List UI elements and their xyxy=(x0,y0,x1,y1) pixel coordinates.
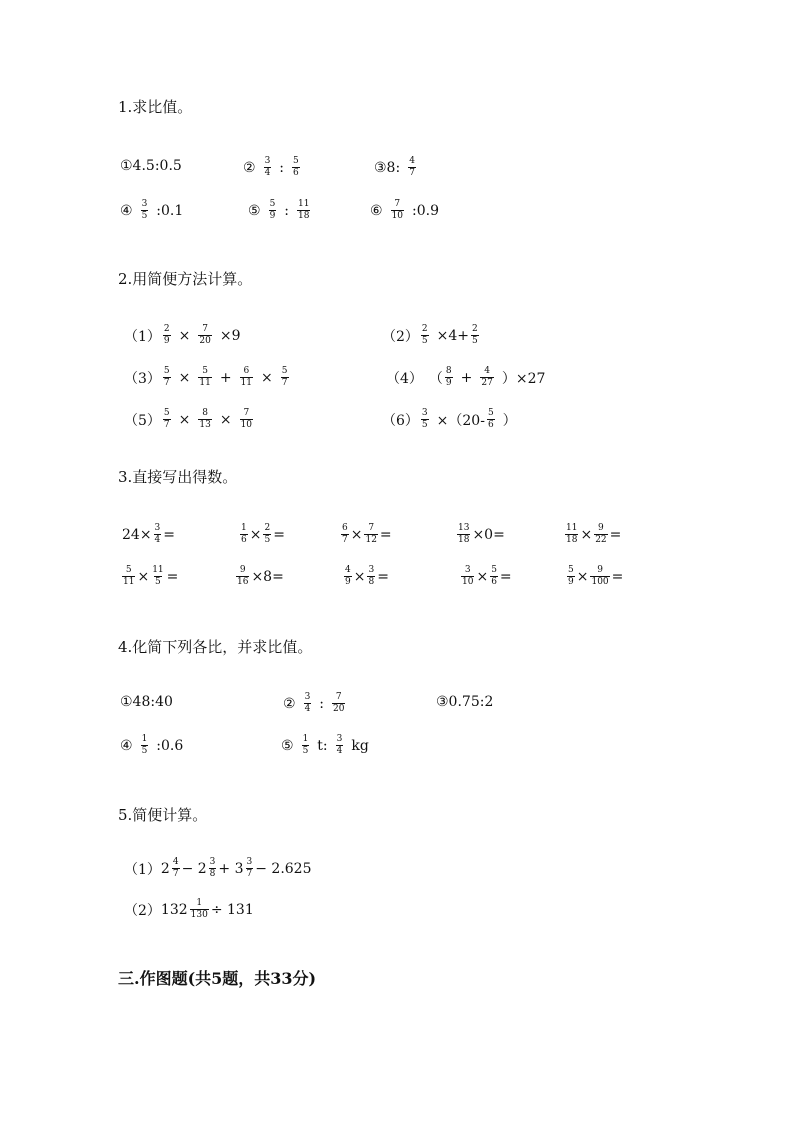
denominator: 11 xyxy=(240,378,253,388)
expression-text: （ xyxy=(428,370,443,387)
fraction xyxy=(236,565,249,588)
numerator: 1 xyxy=(241,523,247,533)
q3-item-9 xyxy=(459,565,512,588)
expression-text: 2 xyxy=(160,860,170,877)
q3-item-5 xyxy=(563,523,621,546)
denominator: 9 xyxy=(163,336,170,346)
numerator: 3 xyxy=(464,565,471,575)
fraction xyxy=(408,156,416,179)
numerator: 3 xyxy=(246,857,253,867)
expression-text: = xyxy=(163,526,176,543)
expression-text: ③8: xyxy=(374,159,401,176)
fraction xyxy=(269,199,277,222)
fraction xyxy=(172,857,180,880)
denominator: 13 xyxy=(199,420,211,430)
expression-text: :0.6 xyxy=(156,737,184,754)
q1-item-6 xyxy=(370,199,439,222)
expression-text: = xyxy=(493,526,505,543)
q2-item-6 xyxy=(382,408,517,431)
fraction xyxy=(209,857,217,880)
expression-text: ⑤ xyxy=(248,202,261,219)
numerator: 3 xyxy=(141,199,148,209)
denominator: 7 xyxy=(342,535,348,545)
numerator: 2 xyxy=(421,324,428,334)
q4-item-2 xyxy=(283,692,347,715)
denominator: 9 xyxy=(269,211,276,221)
numerator: 3 xyxy=(304,692,311,702)
q1-item-5 xyxy=(248,199,312,222)
expression-text: × xyxy=(476,568,489,585)
fraction xyxy=(122,565,135,588)
numerator: 5 xyxy=(125,565,132,575)
q3-item-1 xyxy=(122,523,175,546)
q4-item-4 xyxy=(120,734,183,757)
denominator: 6 xyxy=(487,420,494,430)
expression-text: ×0 xyxy=(472,526,494,543)
expression-text: ×4+ xyxy=(436,327,470,344)
denominator: 5 xyxy=(141,211,148,221)
denominator: 7 xyxy=(281,378,288,388)
fraction xyxy=(490,565,498,588)
denominator: 5 xyxy=(264,535,271,545)
denominator: 5 xyxy=(155,577,161,587)
q3-item-3 xyxy=(339,523,392,546)
denominator: 130 xyxy=(190,910,208,920)
denominator: 11 xyxy=(199,378,211,388)
numerator: 4 xyxy=(345,565,351,575)
expression-text: = xyxy=(379,526,392,543)
q5-title: 5.简便计算。 xyxy=(118,806,208,824)
denominator: 20 xyxy=(333,704,345,714)
expression-text: ×9 xyxy=(219,327,241,344)
numerator: 9 xyxy=(598,523,604,533)
expression-text: × xyxy=(137,568,150,585)
denominator: 9 xyxy=(568,577,574,587)
q1-item-3 xyxy=(374,156,418,179)
expression-text: ） xyxy=(502,412,517,429)
expression-text: = xyxy=(499,568,512,585)
numerator: 4 xyxy=(484,366,490,376)
numerator: 5 xyxy=(568,565,574,575)
expression-text: ①4.5:0.5 xyxy=(120,158,182,174)
expression-text: ×8 xyxy=(251,568,273,585)
fraction xyxy=(487,408,495,431)
q3-item-10 xyxy=(565,565,623,588)
numerator: 5 xyxy=(487,408,494,418)
q3-title: 3.直接写出得数。 xyxy=(118,468,238,486)
denominator: 18 xyxy=(298,211,310,221)
denominator: 22 xyxy=(595,535,607,545)
expression-text: t: xyxy=(317,737,328,754)
fraction xyxy=(421,324,429,347)
fraction xyxy=(391,199,404,222)
denominator: 7 xyxy=(409,168,415,178)
numerator: 5 xyxy=(163,366,170,376)
q3-item-2 xyxy=(238,523,285,546)
numerator: 9 xyxy=(239,565,246,575)
expression-text: × xyxy=(580,526,593,543)
expression-text: + 3 xyxy=(218,860,244,877)
denominator: 10 xyxy=(240,420,253,430)
fraction xyxy=(565,523,578,546)
q2-item-4 xyxy=(386,366,545,389)
denominator: 5 xyxy=(302,746,309,756)
q1-item-2 xyxy=(243,156,302,179)
numerator: 3 xyxy=(154,523,161,533)
denominator: 5 xyxy=(421,420,428,430)
expression-text: × xyxy=(261,369,273,386)
expression-text: （2） xyxy=(382,328,419,345)
denominator: 7 xyxy=(163,420,170,430)
expression-text: （4） xyxy=(386,370,423,387)
expression-text: ② xyxy=(283,695,296,712)
numerator: 5 xyxy=(163,408,170,418)
fraction xyxy=(480,366,493,389)
numerator: 3 xyxy=(264,156,271,166)
expression-text: × xyxy=(178,411,191,428)
expression-text: × xyxy=(350,526,363,543)
expression-text: ⑤ xyxy=(281,737,294,754)
q2-item-1 xyxy=(124,324,240,347)
fraction xyxy=(141,734,149,757)
expression-text: = xyxy=(611,568,624,585)
expression-text: − 2 xyxy=(181,860,207,877)
expression-text: = xyxy=(609,526,622,543)
fraction xyxy=(240,408,253,431)
denominator: 20 xyxy=(199,336,211,346)
numerator: 3 xyxy=(368,565,375,575)
fraction xyxy=(302,734,310,757)
expression-text: : xyxy=(319,695,325,712)
fraction xyxy=(163,324,171,347)
fraction xyxy=(567,565,575,588)
denominator: 7 xyxy=(163,378,170,388)
numerator: 5 xyxy=(202,366,208,376)
q2-title: 2.用简便方法计算。 xyxy=(118,270,253,288)
expression-text: + xyxy=(219,369,232,386)
denominator: 4 xyxy=(154,535,161,545)
fraction xyxy=(246,857,254,880)
denominator: 9 xyxy=(445,378,452,388)
fraction xyxy=(264,156,272,179)
fraction xyxy=(198,366,211,389)
fraction xyxy=(198,408,211,431)
numerator: 8 xyxy=(202,408,208,418)
fraction xyxy=(445,366,453,389)
numerator: 6 xyxy=(243,366,250,376)
expression-text: （6） xyxy=(382,412,419,429)
q1-title: 1.求比值。 xyxy=(118,98,193,116)
denominator: 4 xyxy=(304,704,311,714)
expression-text: :0.1 xyxy=(156,202,184,219)
fraction xyxy=(341,523,349,546)
denominator: 5 xyxy=(421,336,428,346)
denominator: 7 xyxy=(172,869,179,879)
denominator: 4 xyxy=(264,168,271,178)
denominator: 5 xyxy=(472,336,478,346)
q2-item-3 xyxy=(124,366,291,389)
denominator: 10 xyxy=(462,577,474,587)
q4-item-1 xyxy=(120,694,173,710)
numerator: 5 xyxy=(491,565,497,575)
expression-text: ）×27 xyxy=(501,370,546,387)
q5-item-1 xyxy=(124,857,312,880)
expression-text: （3） xyxy=(124,370,161,387)
fraction xyxy=(281,366,289,389)
fraction xyxy=(336,734,344,757)
denominator: 10 xyxy=(391,211,404,221)
numerator: 8 xyxy=(445,366,452,376)
expression-text: : xyxy=(279,159,285,176)
q1-item-4 xyxy=(120,199,183,222)
numerator: 11 xyxy=(566,523,578,533)
expression-text: = xyxy=(377,568,389,585)
expression-text: ×（20- xyxy=(436,412,485,429)
expression-text: 132 xyxy=(160,901,188,918)
numerator: 5 xyxy=(281,366,288,376)
numerator: 1 xyxy=(302,734,309,744)
numerator: 13 xyxy=(458,523,470,533)
numerator: 7 xyxy=(368,523,375,533)
numerator: 5 xyxy=(293,156,299,166)
fraction xyxy=(263,523,271,546)
numerator: 4 xyxy=(409,156,415,166)
expression-text: （5） xyxy=(124,412,161,429)
denominator: 18 xyxy=(458,535,470,545)
q3-item-7 xyxy=(234,565,284,588)
fraction xyxy=(151,565,164,588)
numerator: 5 xyxy=(269,199,276,209)
numerator: 1 xyxy=(196,898,203,908)
fraction xyxy=(292,156,300,179)
numerator: 4 xyxy=(172,857,179,867)
fraction xyxy=(367,565,375,588)
fraction xyxy=(198,324,211,347)
expression-text: − 2.625 xyxy=(255,860,312,877)
fraction xyxy=(421,408,429,431)
fraction xyxy=(190,898,209,921)
expression-text: ÷ 131 xyxy=(210,901,254,918)
denominator: 27 xyxy=(481,378,493,388)
numerator: 2 xyxy=(472,324,478,334)
denominator: 16 xyxy=(237,577,249,587)
expression-text: :0.9 xyxy=(412,202,439,219)
denominator: 8 xyxy=(209,869,216,879)
denominator: 18 xyxy=(566,535,578,545)
denominator: 6 xyxy=(293,168,299,178)
expression-text: = xyxy=(272,568,284,585)
denominator: 6 xyxy=(491,577,497,587)
q2-item-2 xyxy=(382,324,481,347)
expression-text: + xyxy=(460,369,473,386)
numerator: 9 xyxy=(597,565,603,575)
q3-item-6 xyxy=(120,565,178,588)
fraction xyxy=(332,692,345,715)
denominator: 9 xyxy=(345,577,351,587)
denominator: 100 xyxy=(591,577,609,587)
expression-text: = xyxy=(273,526,285,543)
denominator: 7 xyxy=(246,869,253,879)
fraction xyxy=(163,366,171,389)
fraction xyxy=(461,565,474,588)
numerator: 7 xyxy=(335,692,342,702)
expression-text: ①48:40 xyxy=(120,694,173,710)
expression-text: × xyxy=(576,568,589,585)
expression-text: ③0.75:2 xyxy=(436,694,494,710)
numerator: 6 xyxy=(342,523,348,533)
fraction xyxy=(471,324,479,347)
expression-text: × xyxy=(353,568,366,585)
fraction xyxy=(590,565,609,588)
numerator: 2 xyxy=(163,324,170,334)
section-three-title: 三.作图题(共5题，共33分) xyxy=(118,969,317,988)
expression-text: kg xyxy=(351,737,369,754)
denominator: 8 xyxy=(368,577,375,587)
q3-item-4 xyxy=(455,523,505,546)
expression-text: ④ xyxy=(120,737,133,754)
expression-text: × xyxy=(219,411,232,428)
fraction xyxy=(297,199,310,222)
expression-text: 24× xyxy=(122,526,152,543)
numerator: 3 xyxy=(421,408,428,418)
fraction xyxy=(154,523,162,546)
q2-item-5 xyxy=(124,408,255,431)
q4-item-3 xyxy=(436,694,493,710)
denominator: 12 xyxy=(365,535,377,545)
fraction xyxy=(163,408,171,431)
numerator: 7 xyxy=(202,324,208,334)
expression-text: （1） xyxy=(124,861,161,878)
fraction xyxy=(240,523,248,546)
expression-text: : xyxy=(284,202,290,219)
expression-text: （2） xyxy=(124,902,161,919)
expression-text: ④ xyxy=(120,202,133,219)
expression-text: × xyxy=(249,526,262,543)
expression-text: × xyxy=(178,327,191,344)
numerator: 11 xyxy=(298,199,310,209)
expression-text: × xyxy=(178,369,191,386)
denominator: 6 xyxy=(241,535,247,545)
numerator: 7 xyxy=(243,408,250,418)
expression-text: （1） xyxy=(124,328,161,345)
numerator: 11 xyxy=(152,565,164,575)
fraction xyxy=(304,692,312,715)
fraction xyxy=(594,523,607,546)
q1-item-1 xyxy=(120,158,182,174)
expression-text: = xyxy=(166,568,179,585)
q4-item-5 xyxy=(281,734,369,757)
numerator: 2 xyxy=(264,523,271,533)
fraction xyxy=(141,199,149,222)
q4-title: 4.化简下列各比，并求比值。 xyxy=(118,638,313,656)
q3-item-8 xyxy=(342,565,389,588)
fraction xyxy=(364,523,377,546)
expression-text: ⑥ xyxy=(370,202,383,219)
numerator: 7 xyxy=(394,199,401,209)
denominator: 5 xyxy=(141,746,148,756)
numerator: 3 xyxy=(336,734,343,744)
denominator: 11 xyxy=(123,577,135,587)
denominator: 4 xyxy=(336,746,343,756)
fraction xyxy=(457,523,470,546)
fraction xyxy=(240,366,253,389)
q5-item-2 xyxy=(124,898,254,921)
expression-text: ② xyxy=(243,159,256,176)
numerator: 1 xyxy=(141,734,148,744)
numerator: 3 xyxy=(209,857,216,867)
fraction xyxy=(344,565,352,588)
